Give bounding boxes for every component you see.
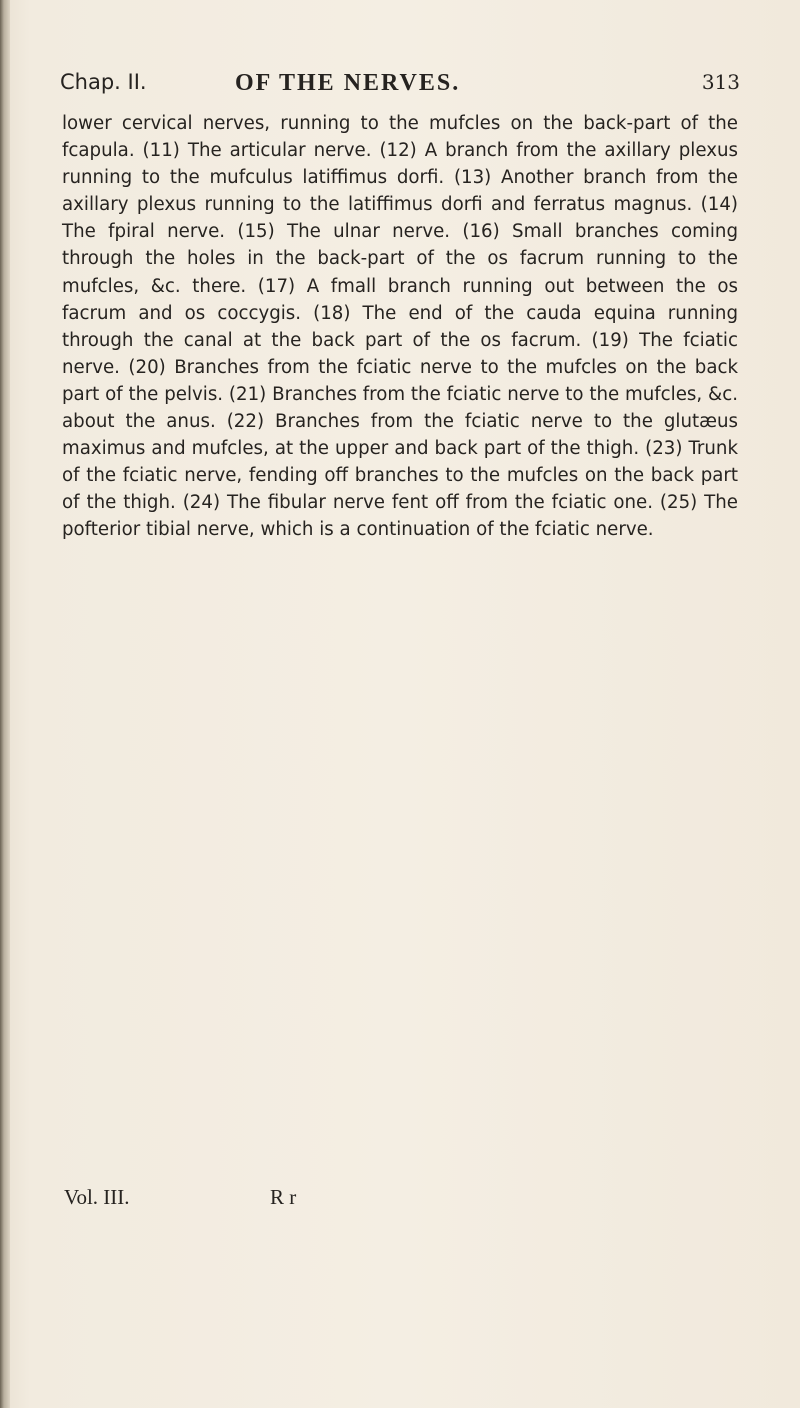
binding-edge: [0, 0, 10, 1408]
running-title: OF THE NERVES.: [235, 70, 461, 96]
signature-mark: R r: [270, 1185, 297, 1209]
page-number: 313: [701, 70, 740, 94]
running-header: [60, 70, 740, 102]
page-footer: [64, 1185, 464, 1215]
body-paragraph: lower cervical nerves, running to the mufcles on the back-part of the fcapula. (11) The articular nerve. (12) A branch from the axillary plexus running to the mufculus latiffimus dorfi. (13) Another branch from the axillary plexus running to the latiffimus dorfi and ferratus magnus. (14) The fpiral nerve. (15) The ulnar nerve. (16) Small branches coming through the holes in the back-part of the os facrum running to the mufcles, &c. there. (17) A fmall branch running out between the os facrum and os coccygis. (18) The end of the cauda equina running through the canal at the back part of the os facrum. (19) The fciatic nerve. (20) Branches from the fciatic nerve to the mufcles on the back part of the pelvis. (21) Branches from the fciatic nerve to the mufcles, &c. about the anus. (22) Branches from the fciatic nerve to the glutæus maximus and mufcles, at the upper and back part of the thigh. (23) Trunk of the fciatic nerve, fending off branches to the mufcles on the back part of the thigh. (24) The fibular nerve fent off from the fciatic one. (25) The pofterior tibial nerve, which is a continuation of the fciatic nerve.: [62, 113, 738, 541]
volume-label: Vol. III.: [64, 1185, 130, 1209]
chapter-label: Chap. II.: [60, 70, 147, 94]
